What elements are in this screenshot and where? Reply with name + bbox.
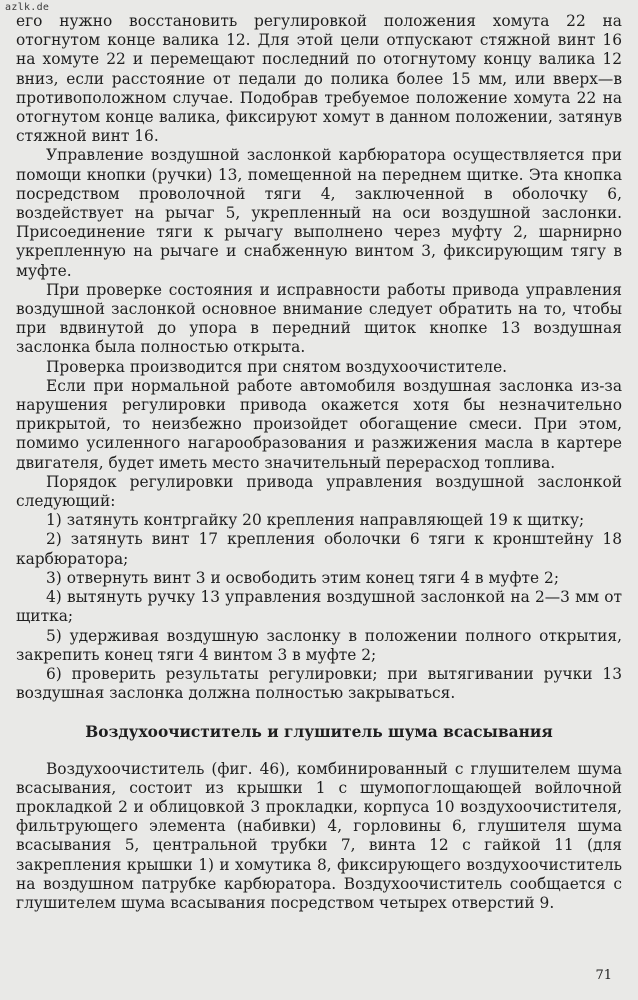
- page-number: 71: [595, 968, 612, 983]
- paragraph: Если при нормальной работе автомобиля воздушная заслонка из-за нарушения регулировки привода окажется хотя бы незначительно прикрытой, то неизбежно произойдет обогащение смеси. При этом, помимо усиленного нагарообразования и разжижения масла в картере двигателя, будет иметь место значительный перерасход топлива.: [16, 376, 622, 472]
- list-item: 6) проверить результаты регулировки; при вытягивании ручки 13 воздушная заслонка должна полностью закрываться.: [16, 664, 622, 703]
- paragraph: Порядок регулировки привода управления воздушной заслонкой следующий:: [16, 472, 622, 511]
- section-heading: Воздухоочиститель и глушитель шума всасывания: [85, 723, 553, 742]
- paragraph: Управление воздушной заслонкой карбюратора осуществляется при помощи кнопки (ручки) 13, помещенной на переднем щитке. Эта кнопка посредством проволочной тяги 4, заключенной в оболочку 6, воздействует на рычаг 5, укрепленный на оси воздушной заслонки. Присоединение тяги к рычагу выполнено через муфту 2, шарнирно укрепленную на рычаге и снабженную винтом 3, фиксирующим тягу в муфте.: [16, 146, 622, 280]
- list-item: 2) затянуть винт 17 крепления оболочки 6 тяги к кронштейну 18 карбюратора;: [16, 530, 622, 568]
- list-item: 5) удерживая воздушную заслонку в положении полного открытия, закрепить конец тяги 4 винтом 3 в муфте 2;: [16, 626, 622, 664]
- watermark: azlk.de: [5, 2, 50, 13]
- paragraph: Проверка производится при снятом воздухоочистителе.: [46, 357, 508, 376]
- paragraph: При проверке состояния и исправности работы привода управления воздушной заслонкой основное внимание следует обратить на то, чтобы при вдвинутой до упора в передний щиток кнопке 13 воздушная заслонка была полностью открыта.: [16, 280, 622, 357]
- list-item: 1) затянуть контргайку 20 крепления направляющей 19 к щитку;: [46, 511, 585, 530]
- list-item: 3) отвернуть винт 3 и освободить этим конец тяги 4 в муфте 2;: [46, 568, 560, 587]
- paragraph: Воздухоочиститель (фиг. 46), комбинированный с глушителем шума всасывания, состоит из крышки 1 с шумопоглощающей войлочной прокладкой 2 и облицовкой 3 прокладки, корпуса 10 воздухоочистителя, фильтрующего элемента (набивки) 4, горловины 6, глушителя шума всасывания 5, центральной трубки 7, винта 12 с гайкой 11 (для закрепления крышки 1) и хомутика 8, фиксирующего воздухоочиститель на воздушном патрубке карбюратора. Воздухоочиститель сообщается с глушителем шума всасывания посредством четырех отверстий 9.: [16, 759, 622, 912]
- page-body: [16, 12, 622, 913]
- list-item: 4) вытянуть ручку 13 управления воздушной заслонкой на 2—3 мм от щитка;: [16, 588, 622, 626]
- paragraph: его нужно восстановить регулировкой положения хомута 22 на отогнутом конце валика 12. Для этой цели отпускают стяжной винт 16 на хомуте 22 и перемещают последний по отогнутому концу валика 12 вниз, если расстояние от педали до полика более 15 мм, или вверх—в противоположном случае. Подобрав требуемое положение хомута 22 на отогнутом конце валика, фиксируют хомут в данном положении, затянув стяжной винт 16.: [16, 12, 622, 146]
